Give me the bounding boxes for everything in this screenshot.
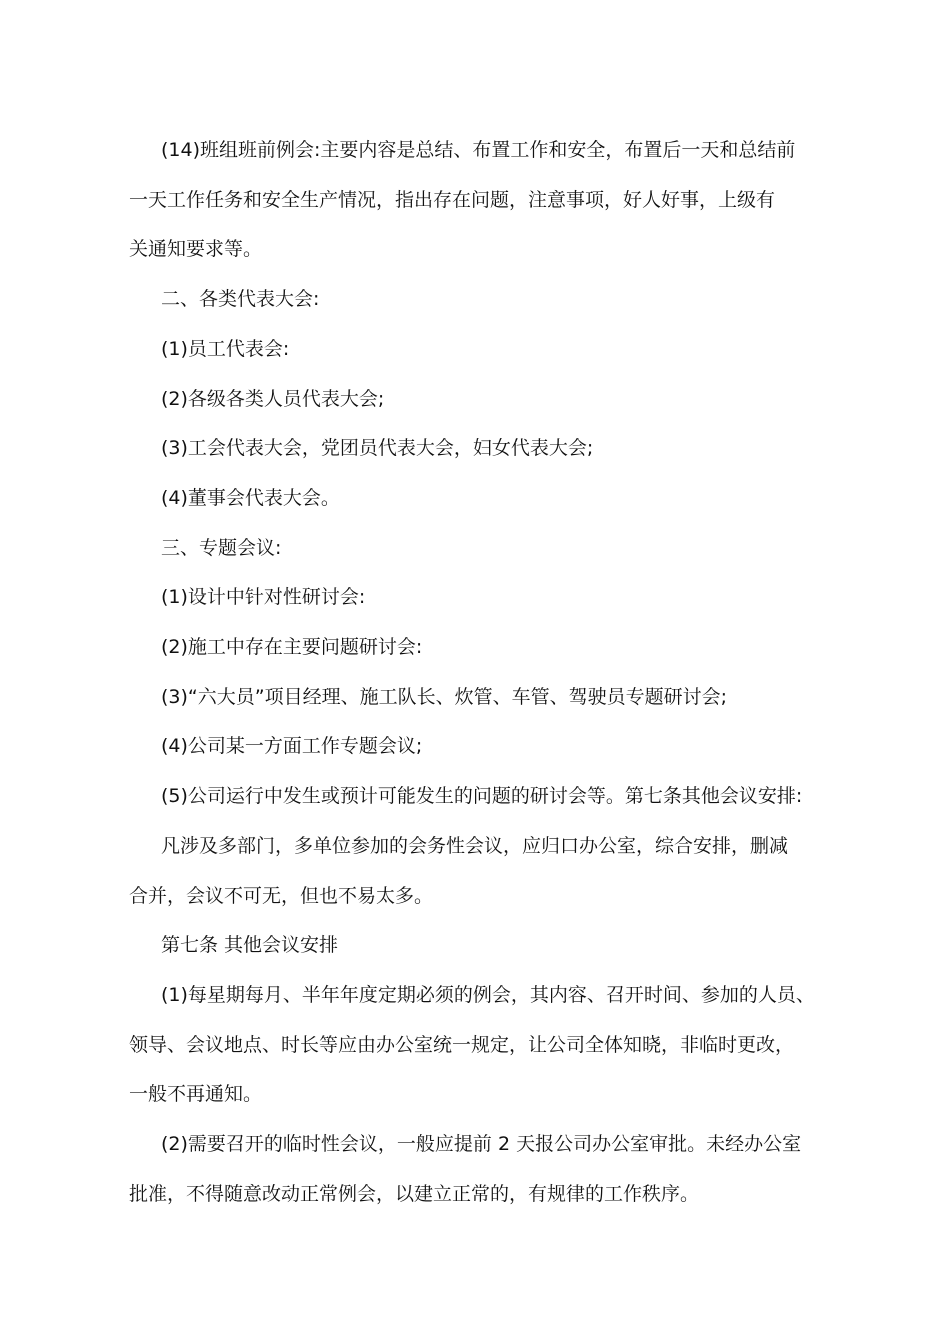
text-line: 批准，不得随意改动正常例会，以建立正常的，有规律的工作秩序。 bbox=[129, 1182, 700, 1205]
text-line: (3)“六大员”项目经理、施工队长、炊管、车管、驾驶员专题研讨会; bbox=[161, 685, 728, 708]
text-line: (2)各级各类人员代表大会; bbox=[161, 387, 385, 410]
text-line: (2)需要召开的临时性会议，一般应提前 2 天报公司办公室审批。未经办公室 bbox=[161, 1133, 802, 1156]
list-item bbox=[145, 424, 820, 474]
text-line: 二、各类代表大会: bbox=[161, 288, 320, 311]
text-line: 一般不再通知。 bbox=[129, 1083, 263, 1106]
list-item bbox=[145, 375, 820, 425]
paragraph-multi-department bbox=[129, 822, 820, 921]
list-item bbox=[145, 474, 820, 524]
text-line: (5)公司运行中发生或预计可能发生的问题的研讨会等。第七条其他会议安排: bbox=[161, 785, 803, 808]
list-item bbox=[145, 573, 820, 623]
text-line: 凡涉及多部门，多单位参加的会务性会议，应归口办公室，综合安排，删减 bbox=[161, 834, 789, 857]
document-body bbox=[129, 126, 820, 1219]
text-line: 合并，会议不可无，但也不易太多。 bbox=[129, 884, 434, 907]
text-line: (1)员工代表会: bbox=[161, 337, 290, 360]
text-line: (4)董事会代表大会。 bbox=[161, 486, 340, 509]
article-heading-other-meetings bbox=[145, 921, 820, 971]
text-line: (4)公司某一方面工作专题会议; bbox=[161, 735, 423, 758]
text-line: (1)每星期每月、半年年度定期必须的例会，其内容、召开时间、参加的人员、 bbox=[161, 983, 815, 1006]
text-line: 第七条 其他会议安排 bbox=[161, 934, 339, 957]
list-item bbox=[145, 772, 820, 822]
section-heading-representative-congress bbox=[145, 275, 820, 325]
paragraph-team-meeting bbox=[129, 126, 820, 275]
list-item bbox=[145, 623, 820, 673]
paragraph-regular-meetings bbox=[129, 971, 820, 1120]
text-line: 关通知要求等。 bbox=[129, 238, 263, 261]
list-item bbox=[145, 673, 820, 723]
text-line: 三、专题会议: bbox=[161, 536, 282, 559]
list-item bbox=[145, 722, 820, 772]
text-line: (1)设计中针对性研讨会: bbox=[161, 586, 366, 609]
text-line: (2)施工中存在主要问题研讨会: bbox=[161, 636, 423, 659]
text-line: 领导、会议地点、时长等应由办公室统一规定，让公司全体知晓，非临时更改， bbox=[129, 1033, 795, 1056]
paragraph-temporary-meetings bbox=[129, 1120, 820, 1219]
list-item bbox=[145, 325, 820, 375]
text-line: (14)班组班前例会:主要内容是总结、布置工作和安全，布置后一天和总结前 bbox=[161, 139, 796, 161]
text-line: 一天工作任务和安全生产情况，指出存在问题，注意事项，好人好事，上级有 bbox=[129, 188, 776, 211]
text-line: (3)工会代表大会，党团员代表大会，妇女代表大会; bbox=[161, 437, 594, 460]
section-heading-special-meetings bbox=[145, 524, 820, 574]
